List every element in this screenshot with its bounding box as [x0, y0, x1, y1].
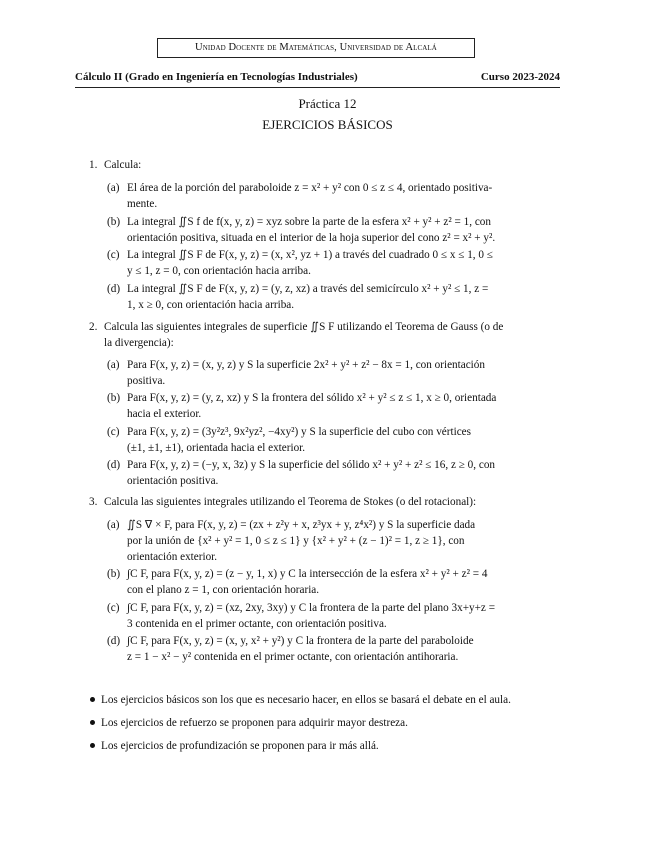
exercise-1c-line-2: y ≤ 1, z = 0, con orientación hacia arriba.: [127, 265, 311, 277]
course-name: Cálculo II (Grado en Ingeniería en Tecnologías Industriales): [75, 71, 358, 83]
exercise-1a-line-2: mente.: [127, 198, 158, 210]
exercise-1d-label: (d): [107, 283, 121, 295]
exercise-1-text: Calcula:: [104, 159, 142, 171]
exercise-3b-line-1: ∫C F, para F(x, y, z) = (z − y, 1, x) y C la intersección de la esfera x² + y² + z² = 4: [127, 568, 488, 580]
exercise-3a-line-1: ∬S ∇ × F, para F(x, y, z) = (zx + z²y + x, z³yx + y, z⁴x²) y S la superficie dada: [127, 519, 476, 531]
note-text-1: Los ejercicios básicos son los que es necesario hacer, en ellos se basará el debate en el aula.: [101, 694, 511, 706]
exercise-2-line-2: la divergencia):: [104, 337, 174, 349]
exercise-3d-line-2: z = 1 − x² − y² contenida en el primer octante, con orientación antihoraria.: [127, 651, 459, 663]
exercise-2c-line-1: Para F(x, y, z) = (3y²z³, 9x²yz², −4xy²) y S la superficie del cubo con vértices: [127, 426, 471, 438]
exercise-3a-line-3: orientación exterior.: [127, 551, 218, 563]
exercise-3c-line-1: ∫C F, para F(x, y, z) = (xz, 2xy, 3xy) y C la frontera de la parte del plano 3x+y+z =: [127, 602, 495, 614]
exercise-2-line-1: Calcula las siguientes integrales de superficie ∬S F utilizando el Teorema de Gauss (o de: [104, 321, 504, 333]
exercise-2a-label: (a): [107, 359, 120, 371]
note-item: [90, 715, 408, 731]
exercise-1c-line-1: La integral ∬S F de F(x, y, z) = (x, x², yz + 1) a través del cuadrado 0 ≤ x ≤ 1, 0 ≤: [127, 249, 493, 261]
exercise-3b-line-2: con el plano z = 1, con orientación horaria.: [127, 584, 320, 596]
header-rule: [75, 87, 560, 88]
exercise-1b-line-1: La integral ∬S f de f(x, y, z) = xyz sobre la parte de la esfera x² + y² + z² = 1, con: [127, 216, 491, 228]
exercise-1a-line-1: El área de la porción del paraboloide z = x² + y² con 0 ≤ z ≤ 4, orientado positiva-: [127, 182, 493, 194]
exercise-3c-line-2: 3 contenida en el primer octante, con orientación positiva.: [127, 618, 387, 630]
exercise-3a-line-2: por la unión de {x² + y² = 1, 0 ≤ z ≤ 1} y {x² + y² + (z − 1)² = 1, z ≥ 1}, con: [127, 535, 465, 547]
bullet-icon: [90, 720, 95, 725]
exercise-2d-line-2: orientación positiva.: [127, 475, 219, 487]
institution-banner: Unidad Docente de Matemáticas, Universidad de Alcalá: [157, 38, 475, 58]
exercise-1d-line-2: 1, x ≥ 0, con orientación hacia arriba.: [127, 299, 295, 311]
exercise-2a-line-2: positiva.: [127, 375, 166, 387]
course-year: Curso 2023-2024: [480, 71, 560, 83]
exercise-2d-line-1: Para F(x, y, z) = (−y, x, 3z) y S la superficie del sólido x² + y² + z² ≤ 16, z ≥ 0, con: [127, 459, 496, 471]
practice-title: Práctica 12: [298, 96, 357, 111]
exercise-3d-label: (d): [107, 635, 121, 647]
exercise-3-line-1: Calcula las siguientes integrales utilizando el Teorema de Stokes (o del rotacional):: [104, 496, 477, 508]
exercise-2a-line-1: Para F(x, y, z) = (x, y, z) y S la superficie 2x² + y² + z² − 8x = 1, con orientación: [127, 359, 485, 371]
exercise-2-number: 2.: [89, 321, 98, 333]
exercise-1b-line-2: orientación positiva, situada en el interior de la hoja superior del cono z² = x² + y².: [127, 232, 496, 244]
note-text-2: Los ejercicios de refuerzo se proponen para adquirir mayor destreza.: [101, 717, 408, 729]
exercise-1c-label: (c): [107, 249, 120, 261]
exercise-2c-label: (c): [107, 426, 120, 438]
exercise-3b-label: (b): [107, 568, 121, 580]
exercise-3-number: 3.: [89, 496, 98, 508]
exercise-2b-line-2: hacia el exterior.: [127, 408, 202, 420]
exercise-1-number: 1.: [89, 159, 98, 171]
exercise-2b-label: (b): [107, 392, 121, 404]
exercise-2c-line-2: (±1, ±1, ±1), orientada hacia el exterior.: [127, 442, 306, 454]
bullet-icon: [90, 743, 95, 748]
exercise-2b-line-1: Para F(x, y, z) = (y, z, xz) y S la frontera del sólido x² + y² ≤ z ≤ 1, x ≥ 0, orientada: [127, 392, 497, 404]
exercise-3c-label: (c): [107, 602, 120, 614]
exercise-1a-label: (a): [107, 182, 120, 194]
exercise-3d-line-1: ∫C F, para F(x, y, z) = (x, y, x² + y²) y C la frontera de la parte del paraboloide: [127, 635, 474, 647]
note-text-3: Los ejercicios de profundización se proponen para ir más allá.: [101, 740, 379, 752]
exercise-3a-label: (a): [107, 519, 120, 531]
exercise-1d-line-1: La integral ∬S F de F(x, y, z) = (y, z, xz) a través del semicírculo x² + y² ≤ 1, z =: [127, 283, 489, 295]
course-header: [75, 71, 560, 87]
note-item: [90, 738, 379, 754]
exercise-1b-label: (b): [107, 216, 121, 228]
exercise-2d-label: (d): [107, 459, 121, 471]
note-item: [90, 692, 511, 708]
bullet-icon: [90, 697, 95, 702]
practice-subtitle: EJERCICIOS BÁSICOS: [262, 117, 393, 132]
